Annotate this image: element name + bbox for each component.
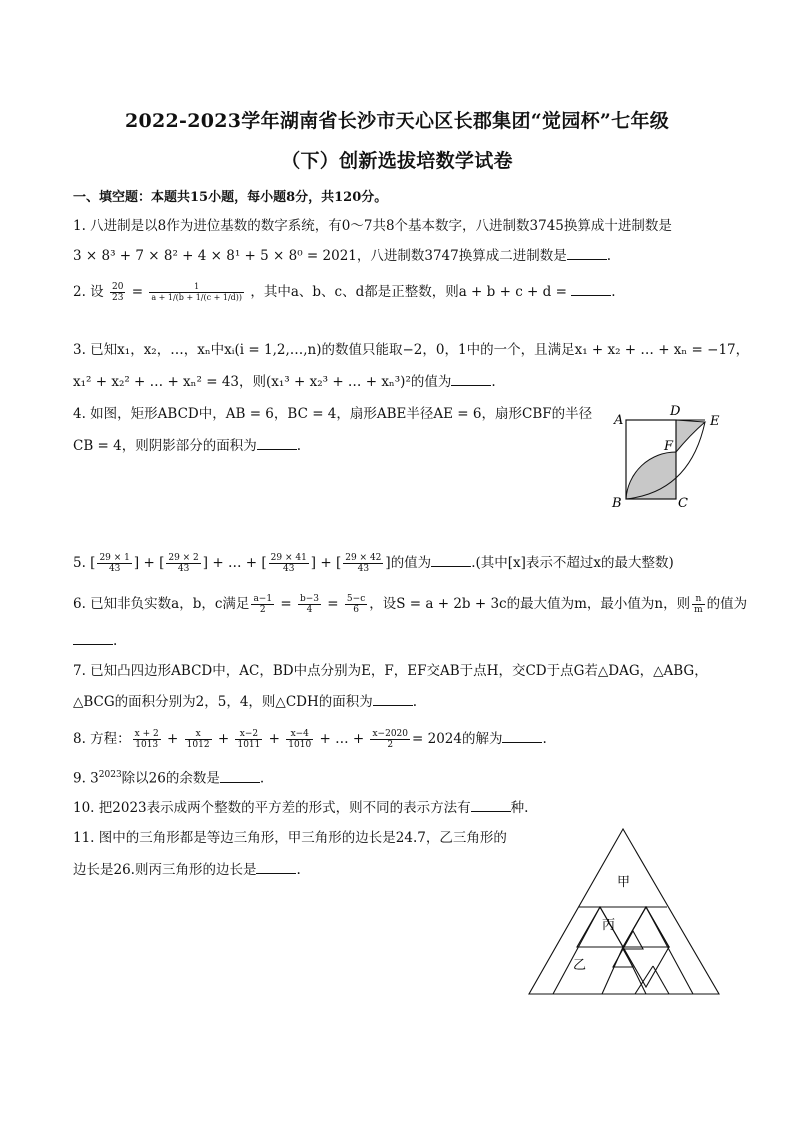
q4-text: CB = 4，则阴影部分的面积为	[73, 438, 257, 454]
q2-line	[73, 282, 616, 303]
q6-mid: ，设S = a + 2b + 3c的最大值为m，最小值为n，则	[369, 596, 691, 612]
q9-post: 除以26的余数是	[121, 770, 220, 787]
answer-blank	[431, 554, 471, 567]
label-e: E	[710, 414, 720, 429]
q6-line: 6. 已知非负实数a，b，c满足 $\frac{a-1}{2}$ = $\frac{b-3}{4}$ = $\frac{5-c}{6}$ ，设S = a + 2b + 3c的最大值为m，最小值为n，则 $\frac{n}{m}$ 的值为	[73, 594, 748, 615]
q6-frac-1: $\frac{a-1}{2}$	[253, 594, 273, 615]
label-bing: 丙	[602, 918, 616, 933]
q8-frac-3: $\frac{x-2}{1011}$	[237, 729, 261, 750]
q5-term-2: $\frac{29 \times 2}{43}$	[168, 553, 199, 574]
q9-exponent: 2023	[98, 770, 122, 780]
q6-frac-nm: $\frac{n}{m}$	[694, 594, 703, 615]
q7-line-1: 7. 已知凸四边形ABCD中，AC，BD中点分别为E，F，EF交AB于点H，交CD于点G若△DAG，△ABG，	[73, 663, 708, 679]
answer-blank	[373, 693, 413, 706]
label-c: C	[678, 496, 688, 511]
section-heading: 一、填空题：本题共15小题，每小题8分，共120分。	[73, 190, 388, 205]
answer-blank	[256, 861, 296, 874]
q11-text: 边长是26.则丙三角形的边长是	[73, 862, 257, 878]
q6-frac-2: $\frac{b-3}{4}$	[299, 594, 320, 615]
q10-end: 种.	[510, 800, 529, 816]
answer-blank	[257, 437, 297, 450]
title-line-1: 2022-2023学年湖南省长沙市天心区长郡集团“觉园杯”七年级	[124, 110, 670, 132]
answer-blank	[471, 799, 511, 812]
q10-text: 10. 把2023表示成两个整数的平方差的形式，则不同的表示方法有	[73, 800, 471, 816]
q11-line-1: 11. 图中的三角形都是等边三角形，甲三角形的边长是24.7，乙三角形的	[73, 830, 507, 846]
q6-end: .	[113, 633, 118, 649]
label-yi: 乙	[573, 958, 587, 973]
q11-end: .	[296, 862, 301, 878]
q1-line-2	[73, 246, 611, 266]
q8-line: 8. 方程： $\frac{x + 2}{1013}$ + $\frac{x}{1012}$ + $\frac{x-2}{1011}$ + $\frac{x-4}{1010}$ + … + $\frac{x-2020}{2}$ = 2024的解为 .	[73, 729, 547, 750]
q10-line	[73, 798, 528, 818]
label-jia: 甲	[617, 875, 631, 890]
q6-pre: 6. 已知非负实数a，b，c满足	[73, 596, 250, 612]
q5-term-4: $\frac{29 \times 42}{43}$	[345, 553, 382, 574]
q5-term-1: $\frac{29 \times 1}{43}$	[99, 553, 130, 574]
q5-post: 的值为	[390, 555, 432, 571]
q4-line-1: 4. 如图，矩形ABCD中，AB = 6，BC = 4，扇形ABE半径AE = 6，扇形CBF的半径	[73, 406, 593, 422]
q1-end: .	[606, 248, 612, 264]
q3-end: .	[491, 374, 496, 390]
label-a: A	[614, 413, 624, 428]
label-b: B	[612, 496, 622, 511]
q2-eq: =	[131, 284, 144, 300]
q5-pre: 5. [	[73, 555, 96, 571]
label-f: F	[664, 439, 674, 454]
q8-frac-4: $\frac{x-4}{1010}$	[288, 729, 312, 750]
q9-pre: 9. 3	[73, 770, 99, 787]
q2-continued-fraction: $\frac{1}{a + 1/(b + 1/(c + 1/d))}$	[151, 282, 243, 302]
q2-end: .	[611, 284, 616, 300]
q1-text: 3 × 8³ + 7 × 8² + 4 × 8¹ + 5 × 8⁰ = 2021，八进制数3747换算成二进制数是	[73, 248, 567, 264]
q6-frac-3: $\frac{5-c}{6}$	[346, 594, 366, 615]
q6-post: 的值为	[706, 596, 748, 612]
q9-end: .	[259, 770, 265, 787]
q6-line-2	[73, 631, 117, 651]
q5-line: 5. [ $\frac{29 \times 1}{43}$ ] + [ $\frac{29 \times 2}{43}$ ] + … + [ $\frac{29 \times 41}{43}$ ] + [ $\frac{29 \times 42}{43}$ ]的值为 .(其中[x]表示不超过x的最大整数)	[73, 553, 674, 574]
answer-blank	[451, 373, 491, 386]
q8-frac-2: $\frac{x}{1012}$	[186, 729, 210, 750]
q8-end: .	[542, 731, 547, 747]
q8-frac-5: $\frac{x-2020}{2}$	[372, 729, 409, 750]
q9-line	[73, 765, 264, 789]
q2-post: ，其中a、b、c、d都是正整数，则a + b + c + d =	[250, 284, 572, 300]
q3-line-1: 3. 已知x₁，x₂，…，xₙ中xᵢ(i = 1,2,…,n)的数值只能取−2，0，1中的一个，且满足x₁ + x₂ + … + xₙ = −17，	[73, 342, 750, 358]
q4-line-2	[73, 436, 301, 456]
answer-blank	[220, 770, 260, 783]
q5-term-3: $\frac{29 \times 41}{43}$	[270, 553, 307, 574]
title-line-2: （下）创新选拔培数学试卷	[281, 150, 513, 172]
q3-text: x₁² + x₂² + … + xₙ² = 43，则(x₁³ + x₂³ + … + xₙ³)²的值为	[73, 374, 452, 390]
q5-note: .(其中[x]表示不超过x的最大整数)	[471, 555, 674, 571]
q7-end: .	[412, 694, 418, 710]
q3-line-2	[73, 372, 496, 392]
q8-frac-1: $\frac{x + 2}{1013}$	[134, 729, 159, 750]
answer-blank	[571, 283, 611, 296]
answer-blank	[73, 632, 113, 645]
label-d: D	[670, 404, 681, 419]
q8-pre: 8. 方程：	[73, 731, 131, 747]
answer-blank	[567, 247, 607, 260]
q1-line-1: 1. 八进制是以8作为进位基数的数字系统，有0～7共8个基本数字，八进制数3745换算成十进制数是	[73, 218, 672, 234]
q11-line-2	[73, 860, 301, 880]
q4-end: .	[296, 438, 302, 454]
triangle-figure	[525, 826, 725, 1001]
q8-post: = 2024的解为	[412, 731, 503, 747]
rectangle-sector-figure	[600, 400, 740, 520]
answer-blank	[502, 730, 542, 743]
q2-pre: 2. 设	[73, 284, 104, 300]
q7-line-2	[73, 692, 417, 712]
q2-fraction: $\frac{20}{23}$	[111, 282, 124, 303]
q7-text: △BCG的面积分别为2，5，4，则△CDH的面积为	[73, 694, 373, 710]
